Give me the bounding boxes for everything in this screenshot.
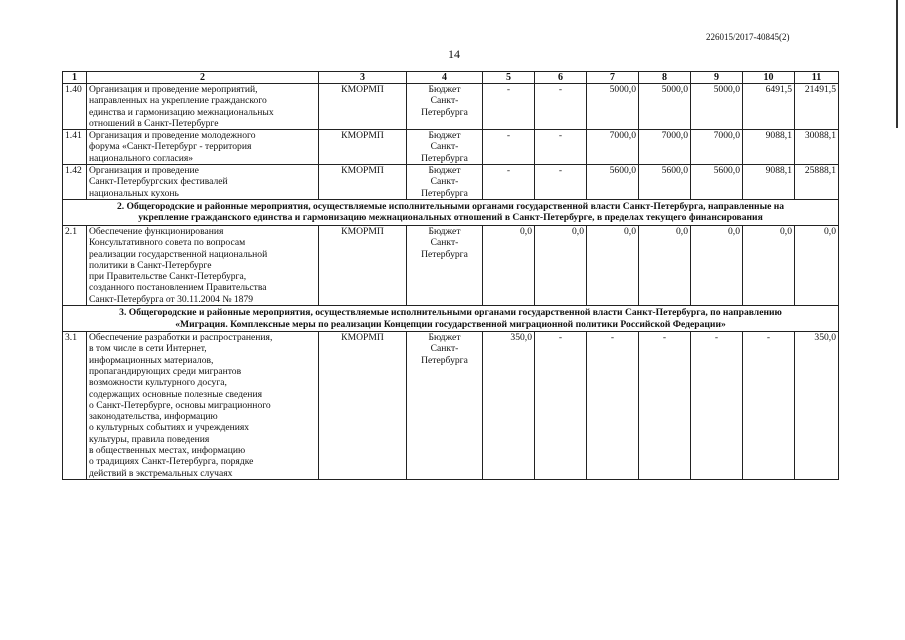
value-cell: 21491,5 (795, 84, 839, 130)
table-body (63, 72, 839, 480)
item-name-line: в том числе в сети Интернет, (89, 343, 207, 355)
item-name-line: Организация и проведение мероприятий, (89, 84, 258, 95)
value-cell: 5600,0 (587, 165, 639, 200)
column-header: 6 (535, 72, 587, 84)
value-cell: 0,0 (535, 225, 587, 305)
value-cell: - (483, 165, 535, 200)
value-cell: 0,0 (743, 225, 795, 305)
funding-source-line: Бюджет (428, 130, 461, 142)
value-cell: 5000,0 (691, 84, 743, 130)
executor: КМОРМП (319, 225, 407, 305)
item-name-line: национальных кухонь (89, 187, 179, 199)
value-cell: - (639, 332, 691, 480)
document-number: 226015/2017-40845(2) (706, 32, 790, 42)
item-name-line: Организация и проведение молодежного (89, 130, 256, 142)
item-name-line: реализации государственной национальной (89, 248, 268, 260)
value-cell: 5600,0 (691, 165, 743, 200)
funding-source-line: Петербурга (421, 187, 468, 199)
executor: КМОРМП (319, 332, 407, 480)
executor: КМОРМП (319, 130, 407, 165)
column-header: 5 (483, 72, 535, 84)
section-title (63, 199, 839, 225)
table-row (63, 225, 839, 305)
executor: КМОРМП (319, 84, 407, 130)
column-header: 3 (319, 72, 407, 84)
value-cell: 5000,0 (587, 84, 639, 130)
value-cell: - (483, 130, 535, 165)
funding-source (407, 130, 483, 165)
value-cell: 30088,1 (795, 130, 839, 165)
funding-source-line: Бюджет (428, 165, 461, 177)
item-name-line: национального согласия» (89, 152, 194, 164)
table-row (63, 165, 839, 200)
program-table (62, 71, 839, 480)
section-row (63, 306, 839, 332)
item-name-line: единства и гармонизацию межнациональных (89, 106, 274, 118)
funding-source-line: Санкт- (430, 237, 459, 249)
value-cell: - (535, 332, 587, 480)
funding-source (407, 84, 483, 130)
column-header: 8 (639, 72, 691, 84)
item-name-line: о культурных событиях и учреждениях (89, 422, 250, 434)
item-name (87, 165, 319, 200)
funding-source (407, 165, 483, 200)
column-header: 9 (691, 72, 743, 84)
value-cell: 0,0 (587, 225, 639, 305)
item-name-line: о Санкт-Петербурге, основы миграционного (89, 399, 271, 411)
value-cell: 7000,0 (691, 130, 743, 165)
item-name (87, 84, 319, 130)
value-cell: 0,0 (795, 225, 839, 305)
funding-source-line: Санкт- (430, 141, 459, 153)
funding-source (407, 332, 483, 480)
value-cell: - (535, 165, 587, 200)
table-row (63, 130, 839, 165)
item-name-line: культуры, правила поведения (89, 433, 210, 445)
funding-source-line: Бюджет (428, 84, 461, 95)
value-cell: 9088,1 (743, 165, 795, 200)
item-name-line: Организация и проведение (89, 165, 199, 177)
funding-source-line: Бюджет (428, 332, 461, 344)
item-name-line: информационных материалов, (89, 354, 214, 366)
item-name-line: при Правительстве Санкт-Петербурга, (89, 271, 247, 283)
value-cell: - (587, 332, 639, 480)
item-name-line: действий в экстремальных случаях (89, 467, 233, 479)
column-header: 11 (795, 72, 839, 84)
value-cell: 6491,5 (743, 84, 795, 130)
item-name-line: законодательства, информацию (89, 411, 218, 423)
item-name (87, 130, 319, 165)
section-title-line: «Миграция. Комплексные меры по реализации Концепции государственной миграционной политики Российской Федерации» (175, 318, 726, 330)
item-name-line: отношений в Санкт-Петербурге (89, 117, 219, 129)
value-cell: 0,0 (639, 225, 691, 305)
item-name-line: возможности культурного досуга, (89, 377, 227, 389)
item-name-line: о традициях Санкт-Петербурга, порядке (89, 456, 254, 468)
funding-source-line: Санкт- (430, 176, 459, 188)
item-name-line: направленных на укрепление гражданского (89, 95, 267, 107)
item-name (87, 332, 319, 480)
page-edge-bar (896, 0, 898, 128)
item-name-line: содержащих основные полезные сведения (89, 388, 262, 400)
column-header: 2 (87, 72, 319, 84)
funding-source-line: Санкт- (430, 95, 459, 107)
column-header: 1 (63, 72, 87, 84)
item-name-line: политики в Санкт-Петербурге (89, 259, 212, 271)
item-name-line: Санкт-Петербурга от 30.11.2004 № 1879 (89, 293, 254, 305)
funding-source-line: Петербурга (421, 152, 468, 164)
value-cell: - (743, 332, 795, 480)
column-number-row (63, 72, 839, 84)
funding-source (407, 225, 483, 305)
item-name-line: Обеспечение разработки и распространения, (89, 332, 273, 344)
item-number: 1.41 (63, 130, 87, 165)
value-cell: 5600,0 (639, 165, 691, 200)
section-title-line: укрепление гражданского единства и гармонизацию межнациональных отношений в Санкт-Петербурге, в пределах текущего финансирования (138, 212, 763, 224)
item-number: 3.1 (63, 332, 87, 480)
column-header: 10 (743, 72, 795, 84)
funding-source-line: Петербурга (421, 354, 468, 366)
column-header: 7 (587, 72, 639, 84)
item-name-line: Обеспечение функционирования (89, 225, 224, 237)
value-cell: 0,0 (691, 225, 743, 305)
section-title-line: 3. Общегородские и районные мероприятия, осуществляемые исполнительными органами государственной власти Санкт-Петербурга, по направлению (119, 307, 782, 319)
table-row (63, 84, 839, 130)
item-number: 1.40 (63, 84, 87, 130)
value-cell: 5000,0 (639, 84, 691, 130)
funding-source-line: Бюджет (428, 225, 461, 237)
item-name-line: созданного постановлением Правительства (89, 282, 267, 294)
section-title-line: 2. Общегородские и районные мероприятия, осуществляемые исполнительными органами государственной власти Санкт-Петербурга, направленные на (116, 200, 785, 212)
item-name-line: Консультативного совета по вопросам (89, 237, 246, 249)
item-name-line: пропагандирующих среди мигрантов (89, 365, 242, 377)
value-cell: 7000,0 (639, 130, 691, 165)
funding-source-line: Петербурга (421, 248, 468, 260)
column-header: 4 (407, 72, 483, 84)
section-title (63, 306, 839, 332)
item-name-line: Санкт-Петербургских фестивалей (89, 176, 228, 188)
value-cell: 7000,0 (587, 130, 639, 165)
item-name (87, 225, 319, 305)
executor: КМОРМП (319, 165, 407, 200)
value-cell: 350,0 (483, 332, 535, 480)
section-row (63, 199, 839, 225)
value-cell: - (535, 84, 587, 130)
item-number: 2.1 (63, 225, 87, 305)
item-name-line: форума «Санкт-Петербург - территория (89, 141, 252, 153)
item-number: 1.42 (63, 165, 87, 200)
page-number: 14 (448, 47, 460, 61)
value-cell: 25888,1 (795, 165, 839, 200)
value-cell: 350,0 (795, 332, 839, 480)
value-cell: 0,0 (483, 225, 535, 305)
value-cell: - (691, 332, 743, 480)
value-cell: - (535, 130, 587, 165)
table-row (63, 332, 839, 480)
funding-source-line: Петербурга (421, 106, 468, 118)
value-cell: - (483, 84, 535, 130)
value-cell: 9088,1 (743, 130, 795, 165)
item-name-line: в общественных местах, информацию (89, 445, 246, 457)
funding-source-line: Санкт- (430, 343, 459, 355)
